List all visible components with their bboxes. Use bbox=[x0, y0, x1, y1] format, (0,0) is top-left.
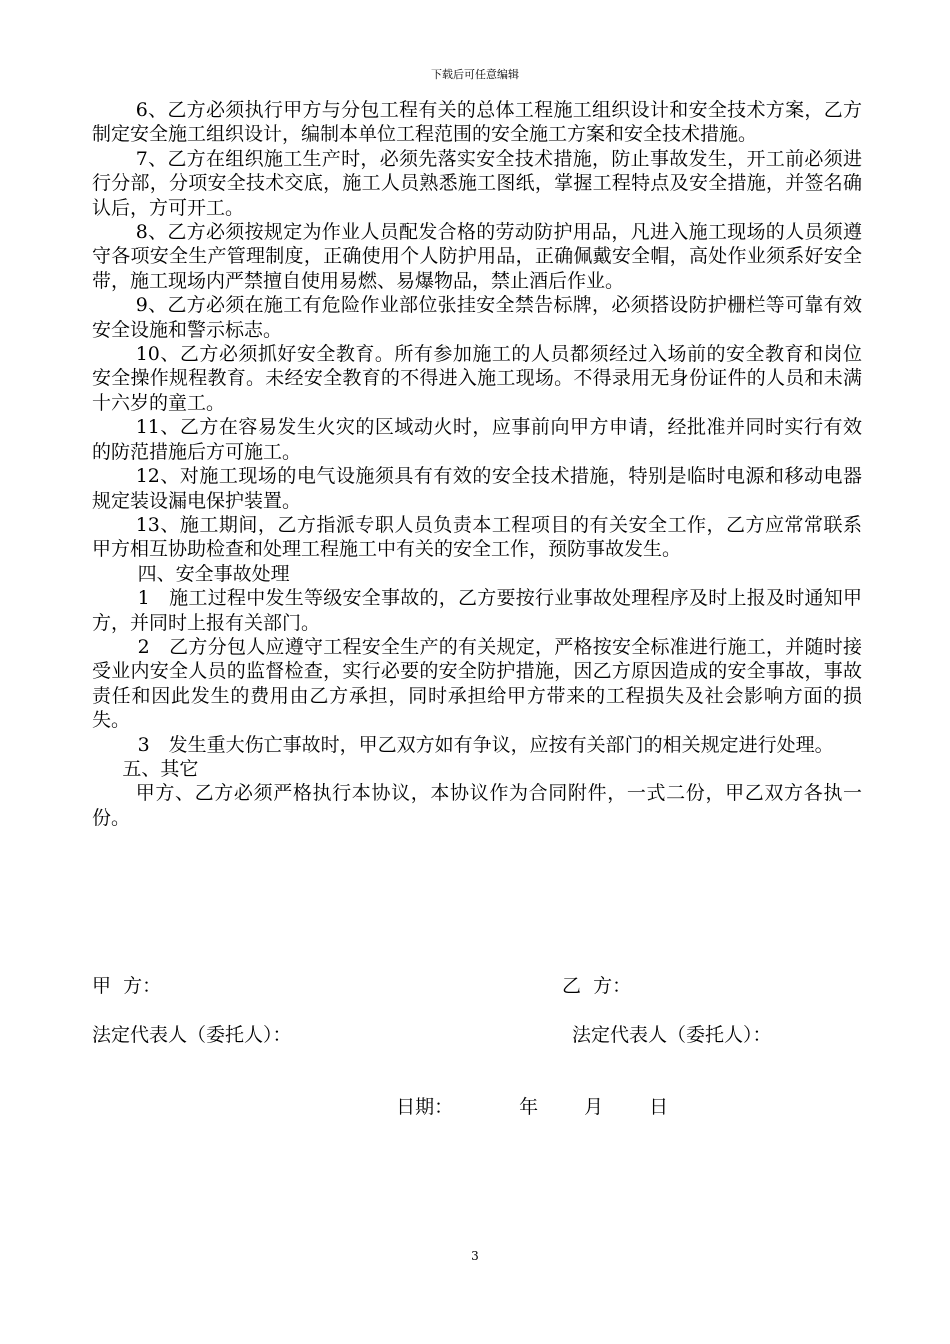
section-heading-accident: 四、安全事故处理 bbox=[137, 562, 290, 585]
paragraph-item-12: 12、对施工现场的电气设施须具有有效的安全技术措施，特别是临时电源和移动电器规定装设漏电保护装置。 bbox=[92, 465, 862, 512]
paragraph-accident-3: 3 发生重大伤亡事故时，甲乙双方如有争议，应按有关部门的相关规定进行处理。 bbox=[137, 733, 834, 756]
representative-b-label: 法定代表人（委托人）： bbox=[572, 1024, 772, 1046]
party-a-label: 甲 方： bbox=[92, 975, 162, 997]
page-number: 3 bbox=[471, 1249, 479, 1263]
day-label: 日 bbox=[649, 1096, 669, 1118]
paragraph-item-9: 9、乙方必须在施工有危险作业部位张挂安全禁告标牌，必须搭设防护栅栏等可靠有效安全设施和警示标志。 bbox=[92, 294, 862, 341]
date-label: 日期： bbox=[396, 1096, 454, 1118]
paragraph-agreement: 甲方、乙方必须严格执行本协议，本协议作为合同附件，一式二份，甲乙双方各执一份。 bbox=[92, 782, 862, 829]
section-heading-other: 五、其它 bbox=[122, 757, 199, 780]
month-label: 月 bbox=[584, 1096, 604, 1118]
paragraph-item-13: 13、施工期间，乙方指派专职人员负责本工程项目的有关安全工作，乙方应常常联系甲方相互协助检查和处理工程施工中有关的安全工作，预防事故发生。 bbox=[92, 513, 862, 561]
paragraph-item-10: 10、乙方必须抓好安全教育。所有参加施工的人员都须经过入场前的安全教育和岗位安全操作规程教育。未经安全教育的不得进入施工现场。不得录用无身份证件的人员和未满十六岁的童工。 bbox=[92, 343, 862, 414]
document-body bbox=[92, 98, 862, 830]
paragraph-item-11: 11、乙方在容易发生火灾的区域动火时，应事前向甲方申请，经批准并同时实行有效的防范措施后方可施工。 bbox=[92, 416, 862, 463]
header-note: 下载后可任意编辑 bbox=[431, 68, 519, 81]
party-row bbox=[92, 971, 862, 997]
paragraph-accident-2: 2 乙方分包人应遵守工程安全生产的有关规定，严格按安全标准进行施工，并随时接受业内安全人员的监督检查，实行必要的安全防护措施，因乙方原因造成的安全事故，事故责任和因此发生的费用由乙方承担，同时承担给甲方带来的工程损失及社会影响方面的损失。 bbox=[92, 635, 862, 732]
paragraph-accident-1: 1 施工过程中发生等级安全事故的，乙方要按行业事故处理程序及时上报及时通知甲方，并同时上报有关部门。 bbox=[92, 587, 862, 634]
paragraph-item-8: 8、乙方必须按规定为作业人员配发合格的劳动防护用品，凡进入施工现场的人员须遵守各项安全生产管理制度，正确使用个人防护用品，正确佩戴安全帽，高处作业须系好安全带，施工现场内严禁擅自使用易燃、易爆物品，禁止酒后作业。 bbox=[92, 221, 862, 292]
paragraph-item-7: 7、乙方在组织施工生产时，必须先落实安全技术措施，防止事故发生，开工前必须进行分部，分项安全技术交底，施工人员熟悉施工图纸，掌握工程特点及安全措施，并签名确认后，方可开工。 bbox=[92, 147, 862, 219]
representative-a-label: 法定代表人（委托人）： bbox=[92, 1024, 292, 1046]
party-b-label: 乙 方： bbox=[562, 975, 632, 997]
date-row bbox=[384, 1070, 668, 1119]
representative-row bbox=[92, 1020, 862, 1046]
paragraph-item-6: 6、乙方必须执行甲方与分包工程有关的总体工程施工组织设计和安全技术方案，乙方制定安全施工组织设计，编制本单位工程范围的安全施工方案和安全技术措施。 bbox=[92, 99, 862, 146]
year-label: 年 bbox=[519, 1096, 539, 1118]
